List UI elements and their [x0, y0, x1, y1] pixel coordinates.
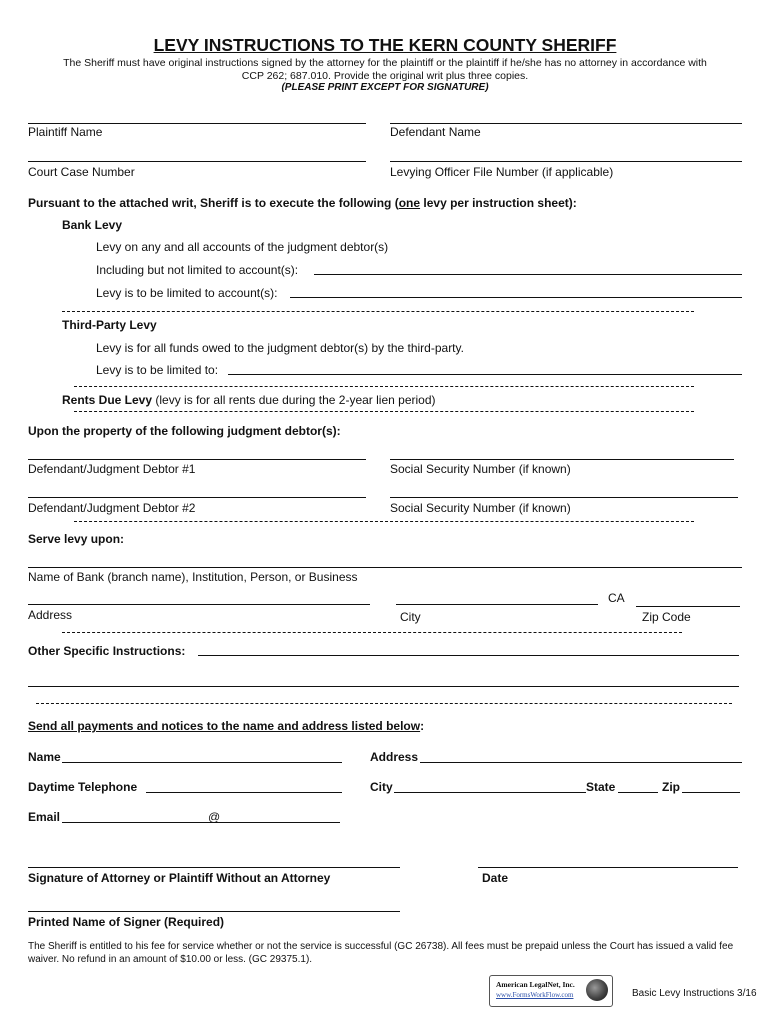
other-instructions-line-1[interactable] — [198, 655, 739, 656]
serve-address-label: Address — [28, 608, 73, 622]
plaintiff-name-label: Plaintiff Name — [28, 125, 103, 139]
serve-levy-heading: Serve levy upon: — [28, 532, 125, 546]
printed-name-label: Printed Name of Signer (Required) — [28, 915, 225, 929]
serve-state-value: CA — [608, 591, 625, 605]
defendant-name-label: Defendant Name — [390, 125, 481, 139]
serve-zip-label: Zip Code — [642, 610, 691, 624]
send-name-label: Name — [28, 750, 61, 764]
send-payments-heading — [28, 719, 424, 733]
bank-levy-all-accounts: Levy on any and all accounts of the judgment debtor(s) — [96, 240, 389, 254]
form-id: Basic Levy Instructions 3/16 — [632, 988, 757, 999]
other-instructions-label: Other Specific Instructions: — [28, 644, 186, 658]
signature-line[interactable] — [28, 867, 400, 868]
intro-text — [20, 57, 750, 82]
other-instructions-line-2[interactable] — [28, 686, 739, 687]
send-city-label: City — [370, 780, 393, 794]
debtor-1-line[interactable] — [28, 459, 366, 460]
pursuant-statement — [28, 196, 577, 210]
ssn-2-label: Social Security Number (if known) — [390, 501, 571, 515]
divider — [74, 521, 694, 522]
rents-due-levy — [62, 393, 436, 407]
send-email-label: Email — [28, 810, 61, 824]
bank-levy-limited-label: Levy is to be limited to account(s): — [96, 286, 278, 300]
printed-name-line[interactable] — [28, 911, 400, 912]
serve-zip-line[interactable] — [636, 606, 740, 607]
divider — [74, 386, 694, 387]
third-party-limited-label: Levy is to be limited to: — [96, 363, 219, 377]
globe-icon — [586, 979, 608, 1001]
send-email-line[interactable] — [62, 822, 340, 823]
levying-officer-file-label: Levying Officer File Number (if applicable) — [390, 165, 614, 179]
ssn-1-line[interactable] — [390, 459, 734, 460]
fee-line-2: waiver. No refund in an amount of $10.00 or less. (GC 29375.1). — [28, 954, 313, 965]
send-payments-colon: : — [420, 719, 425, 733]
bank-levy-heading: Bank Levy — [62, 218, 123, 232]
pursuant-part-2: levy per instruction sheet): — [420, 196, 577, 210]
date-line[interactable] — [478, 867, 738, 868]
third-party-all-funds: Levy is for all funds owed to the judgment debtor(s) by the third-party. — [96, 341, 464, 355]
rents-due-desc: (levy is for all rents due during the 2-year lien period) — [152, 393, 436, 407]
third-party-levy-heading: Third-Party Levy — [62, 318, 157, 332]
debtor-2-line[interactable] — [28, 497, 366, 498]
send-state-line[interactable] — [618, 792, 658, 793]
print-note: (PLEASE PRINT EXCEPT FOR SIGNATURE) — [281, 82, 489, 93]
intro-line-1: The Sheriff must have original instructions signed by the attorney for the plaintiff or the plaintiff if he/she has no attorney in accordance with — [63, 57, 707, 69]
pursuant-one: one — [398, 196, 421, 210]
debtor-2-label: Defendant/Judgment Debtor #2 — [28, 501, 196, 515]
company-logo — [489, 975, 613, 1007]
rents-due-heading: Rents Due Levy — [62, 393, 153, 407]
serve-name-label: Name of Bank (branch name), Institution, Person, or Business — [28, 570, 358, 584]
defendant-name-line[interactable] — [390, 123, 742, 124]
send-payments-text: Send all payments and notices to the name and address listed below — [28, 719, 421, 733]
form-title: LEVY INSTRUCTIONS TO THE KERN COUNTY SHERIFF — [153, 35, 617, 55]
send-telephone-line[interactable] — [146, 792, 342, 793]
pursuant-part-1: Pursuant to the attached writ, Sheriff is to execute the following ( — [28, 196, 399, 210]
ssn-1-label: Social Security Number (if known) — [390, 462, 571, 476]
divider — [62, 632, 682, 633]
fee-line-1: The Sheriff is entitled to his fee for service whether or not the service is successful (GC 26738). All fees must be prepaid unless the Court has issued a valid fee — [28, 941, 734, 952]
levying-officer-file-line[interactable] — [390, 161, 742, 162]
bank-levy-limited-line[interactable] — [290, 297, 742, 298]
bank-levy-including-line[interactable] — [314, 274, 742, 275]
serve-city-label: City — [400, 610, 421, 624]
send-zip-label: Zip — [662, 780, 680, 794]
intro-line-2: CCP 262; 687.010. Provide the original writ plus three copies. — [241, 69, 529, 82]
debtors-heading: Upon the property of the following judgment debtor(s): — [28, 424, 341, 438]
send-state-label: State — [586, 780, 616, 794]
signature-label: Signature of Attorney or Plaintiff Without an Attorney — [28, 871, 331, 885]
serve-city-line[interactable] — [396, 604, 598, 605]
divider — [62, 311, 694, 312]
send-email-at: @ — [208, 810, 221, 824]
fee-notice — [28, 940, 748, 966]
date-label: Date — [482, 871, 509, 885]
logo-company: American LegalNet, Inc. — [496, 980, 575, 989]
court-case-number-line[interactable] — [28, 161, 366, 162]
divider — [36, 703, 732, 704]
divider — [74, 411, 694, 412]
bank-levy-including-label: Including but not limited to account(s): — [96, 263, 299, 277]
plaintiff-name-line[interactable] — [28, 123, 366, 124]
debtor-1-label: Defendant/Judgment Debtor #1 — [28, 462, 196, 476]
send-name-line[interactable] — [62, 762, 342, 763]
serve-name-line[interactable] — [28, 567, 742, 568]
serve-address-line[interactable] — [28, 604, 370, 605]
send-address-label: Address — [370, 750, 419, 764]
send-address-line[interactable] — [420, 762, 742, 763]
logo-url[interactable]: www.FormsWorkFlow.com — [496, 991, 574, 999]
send-zip-line[interactable] — [682, 792, 740, 793]
court-case-number-label: Court Case Number — [28, 165, 135, 179]
third-party-limited-line[interactable] — [228, 374, 742, 375]
send-city-line[interactable] — [394, 792, 586, 793]
ssn-2-line[interactable] — [390, 497, 738, 498]
send-telephone-label: Daytime Telephone — [28, 780, 138, 794]
